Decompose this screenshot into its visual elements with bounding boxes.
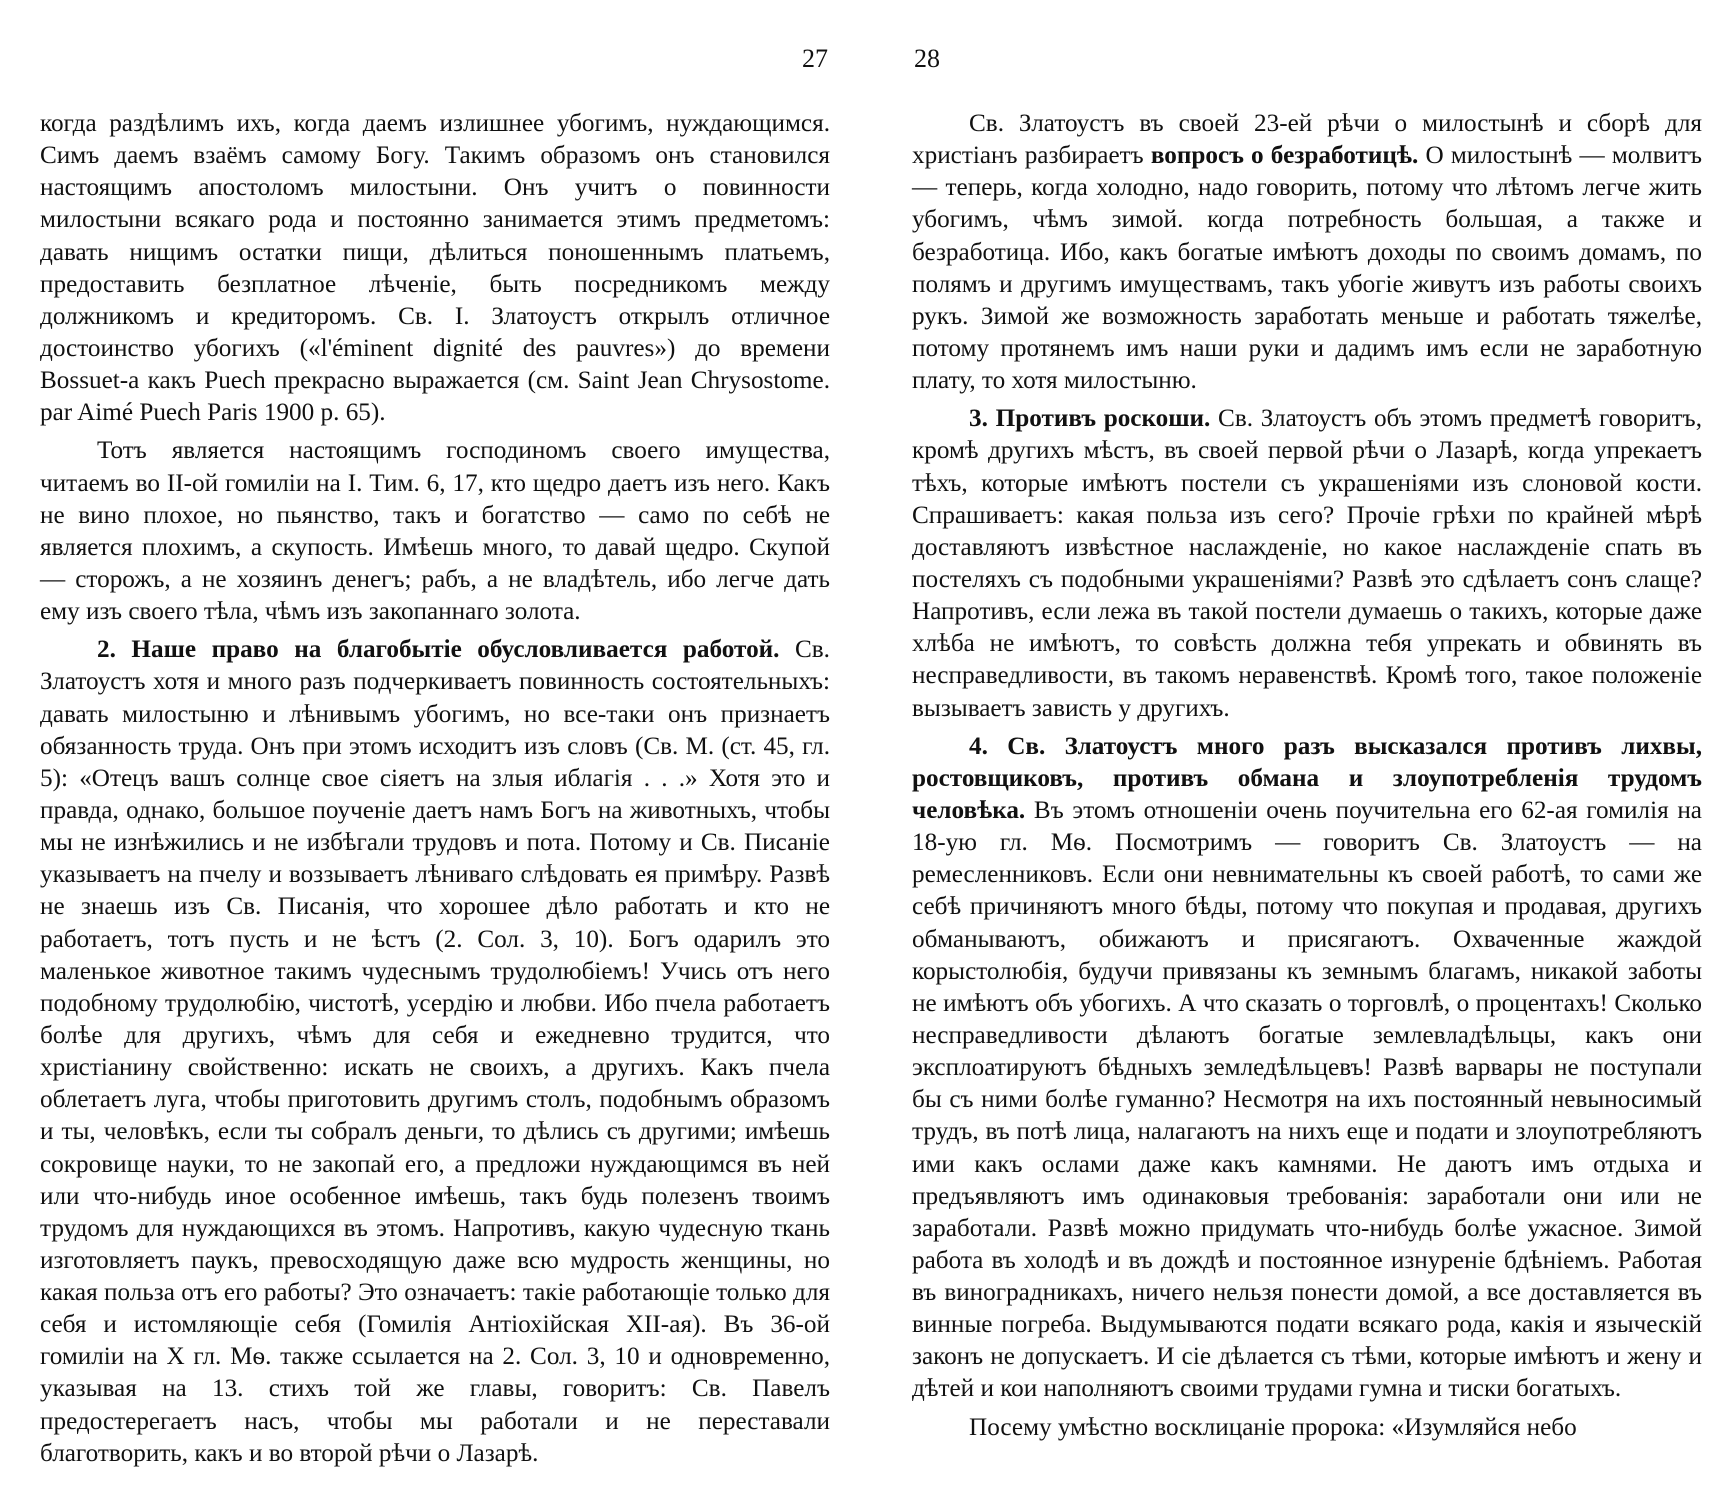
paragraph [912, 108, 1702, 397]
right-page [866, 0, 1732, 1500]
paragraph [912, 731, 1702, 1406]
text-run: Тотъ является настоящимъ господиномъ своего имущества, читаемъ во II-ой гомиліи на I. Тим. 6, 17, кто щедро даетъ изъ него. Какъ не вино плохое, но пьянство, такъ и богатство — само по себѣ не является плохимъ, а скупость. Имѣешь много, то давай щедро. Скупой — сторожъ, а не хозяинъ денегъ; рабъ, а не владѣтель, ибо легче дать ему изъ своего тѣла, чѣмъ изъ закопаннаго золота. [40, 437, 830, 626]
page-number: 27 [802, 44, 828, 73]
emphasis: вопросъ о безработицѣ. [1150, 142, 1419, 170]
paragraph [912, 403, 1702, 724]
paragraph [40, 634, 830, 1470]
text-run: Въ этомъ отношеніи очень поучительна его 62-ая гомилія на 18-ую гл. Мѳ. Посмотримъ — говоритъ Св. Златоустъ — на ремесленниковъ. Если они невнимательны къ своей работѣ, то сами же себѣ причиняютъ много бѣды, потому что покупая и продавая, другихъ обманываютъ, обижаютъ и присягаютъ. Охваченные жаждой корыстолюбія, будучи привязаны къ земнымъ благамъ, никакой заботы не имѣютъ объ убогихъ. А что сказать о торговлѣ, о процентахъ! Сколько несправедливости дѣлаютъ богатые землевладѣльцы, какъ они эксплоатируютъ бѣдныхъ земледѣльцевъ! Развѣ варвары не поступали бы съ ними болѣе гуманно? Несмотря на ихъ постоянный невыносимый трудъ, въ потѣ лица, налагаютъ на нихъ еще и подати и злоупотребляютъ ими какъ ослами даже какъ камнями. Не даютъ имъ отдыха и предъявляютъ имъ одинаковыя требованія: заработали они или не заработали. Развѣ можно придумать что-нибудь болѣе ужасное. Зимой работа въ холодѣ и въ дождѣ и постоянное изнуреніе бдѣніемъ. Работая въ виноградникахъ, ничего нельзя понести домой, а все доставляется въ винные погреба. Выдумываются подати всякаго рода, какія и языческій законъ не допускаетъ. И сіе дѣлается съ тѣми, которые имѣютъ и жену и дѣтей и кои наполняютъ своими трудами гумна и тиски богатыхъ. [912, 796, 1702, 1403]
page-text [40, 108, 830, 1476]
paragraph [40, 435, 830, 628]
text-run: Посему умѣстно восклицаніе пророка: «Изумляйся небо [969, 1413, 1577, 1441]
text-run: Св. Златоустъ хотя и много разъ подчеркиваетъ повинность состоятельныхъ: давать милостыню и лѣнивымъ убогимъ, но все-таки онъ признаетъ обязанность труда. Онъ при этомъ исходитъ изъ словъ (Св. М. (ст. 45, гл. 5): «Отецъ вашъ солнце свое сіяетъ на злыя иблагія . . .» Хотя это и правда, однако, большое поученіе даетъ намъ Богъ на животныхъ, чтобы мы не изнѣжились и не избѣгали трудовъ и пота. Потому и Св. Писаніе указываетъ на пчелу и воззываетъ лѣниваго слѣдовать ея примѣру. Развѣ не знаешь изъ Св. Писанія, что хорошее дѣло работать и кто не работаетъ, тотъ пусть и не ѣстъ (2. Сол. 3, 10). Богъ одарилъ это маленькое животное такимъ чудеснымъ трудолюбіемъ! Учись отъ него подобному трудолюбію, чистотѣ, усердію и любви. Ибо пчела работаетъ болѣе для другихъ, чѣмъ для себя и ежедневно трудится, что христіанину свойственно: искать не своихъ, а другихъ. Какъ пчела облетаетъ луга, чтобы приготовить другимъ столъ, подобнымъ образомъ и ты, человѣкъ, если ты собралъ деньги, то дѣлись съ другими; имѣешь сокровище науки, то не закопай его, а предложи нуждающимся въ ней или что-нибудь иное особенное имѣешь, такъ будь полезенъ твоимъ трудомъ для нуждающихся въ этомъ. Напротивъ, какую чудесную ткань изготовляетъ паукъ, превосходящую даже всю мудрость женщины, но какая польза отъ его работы? Это означаетъ: такіе работающіе только для себя и истомляющіе себя (Гомилія Антіохійская XII-ая). Въ 36-ой гомиліи на X гл. Мѳ. также ссылается на 2. Сол. 3, 10 и одновременно, указывая на 13. стихъ той же главы, говоритъ: Св. Павелъ предостерегаетъ насъ, чтобы мы работали и не переставали благотворить, какъ и во второй рѣчи о Лазарѣ. [40, 636, 830, 1467]
section-heading: 2. Наше право на благобытіе обусловливается работой. [97, 636, 780, 664]
section-heading: 4. Св. Златоустъ много разъ высказался противъ лихвы, ростовщиковъ, противъ обмана и злоупотребленія трудомъ человѣка. [912, 732, 1702, 824]
page-number: 28 [914, 44, 940, 73]
text-run: О милостынѣ — молвитъ — теперь, когда холодно, надо говорить, потому что лѣтомъ легче жить убогимъ, чѣмъ зимой. когда потребность большая, а также и безработица. Ибо, какъ богатые имѣютъ доходы по своимъ домамъ, по полямъ и другимъ имуществамъ, такъ убогіе живутъ изъ работы своихъ рукъ. Зимой же возможность заработать меньше и работать тяжелѣе, потому протянемъ имъ наши руки и дадимъ имъ если не заработную плату, то хотя милостыню. [912, 142, 1703, 395]
page-text [912, 108, 1702, 1450]
text-run: Св. Златоустъ объ этомъ предметѣ говоритъ, кромѣ другихъ мѣстъ, въ своей первой рѣчи о Лазарѣ, когда упрекаетъ тѣхъ, которые имѣютъ постели съ украшеніями изъ слоновой кости. Спрашиваетъ: какая польза изъ сего? Прочіе грѣхи по крайней мѣрѣ доставляютъ извѣстное наслажденіе, но какое наслажденіе спать въ постеляхъ съ подобными украшеніями? Развѣ это сдѣлаетъ сонъ слаще? Напротивъ, если лежа въ такой постели думаешь о такихъ, которые даже хлѣба не имѣютъ, то совѣсть должна тебя упрекать и обвинять въ несправедливости, въ такомъ неравенствѣ. Кромѣ того, такое положеніе вызываетъ зависть у другихъ. [912, 405, 1702, 722]
text-run: Св. Златоустъ въ своей 23-ей рѣчи о милостынѣ и сборѣ для христіанъ разбираетъ [912, 110, 1702, 170]
text-run: когда раздѣлимъ ихъ, когда даемъ излишнее убогимъ, нуждающимся. Симъ даемъ взаёмъ самому Богу. Такимъ образомъ онъ становился настоящимъ апостоломъ милостыни. Онъ учитъ о повинности милостыни всякаго рода и постоянно занимается этимъ предметомъ: давать нищимъ остатки пищи, дѣлиться поношеннымъ платьемъ, предоставить безплатное лѣченіе, быть посредникомъ между должникомъ и кредиторомъ. Св. I. Златоустъ открылъ отличное достоинство убогихъ («l'éminent dignité des pauvres») до времени Bossuet-а какъ Puech прекрасно выражается (см. Saint Jean Chrysostome. par Aimé Puech Paris 1900 p. 65). [40, 110, 830, 427]
section-heading: 3. Противъ роскоши. [969, 405, 1211, 433]
paragraph [912, 1412, 1702, 1444]
paragraph [40, 108, 830, 429]
